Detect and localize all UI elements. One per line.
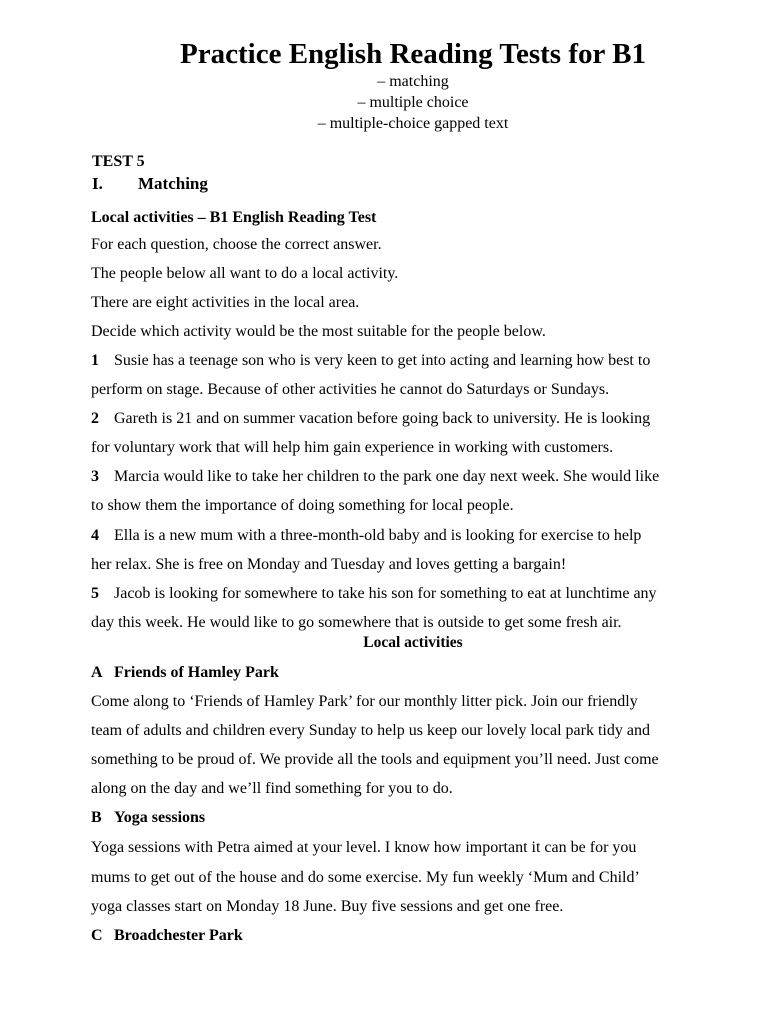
subtitle-multiple-choice: – multiple choice — [357, 94, 469, 111]
subtitle-gapped-text: – multiple-choice gapped text — [317, 115, 509, 132]
person-item — [91, 351, 650, 371]
activity-name: Broadchester Park — [114, 927, 243, 944]
instruction-line: Decide which activity would be the most suitable for the people below. — [91, 323, 546, 340]
person-text-continued: to show them the importance of doing something for local people. — [91, 497, 514, 514]
activity-title — [91, 926, 243, 946]
question-number: 1 — [91, 352, 99, 369]
person-item — [91, 467, 659, 487]
activity-text: yoga classes start on Monday 18 June. Buy five sessions and get one free. — [91, 898, 564, 915]
person-item — [91, 409, 650, 429]
question-number: 5 — [91, 585, 99, 602]
activity-title — [91, 808, 205, 828]
activity-text: something to be proud of. We provide all the tools and equipment you’ll need. Just come — [91, 751, 659, 768]
instruction-line: For each question, choose the correct answer. — [91, 236, 382, 253]
instruction-line: The people below all want to do a local activity. — [91, 265, 399, 282]
person-text: Gareth is 21 and on summer vacation before going back to university. He is looking — [114, 410, 651, 427]
activity-name: Yoga sessions — [114, 809, 206, 826]
activities-heading: Local activities — [363, 634, 463, 651]
question-number: 3 — [91, 468, 99, 485]
person-text-continued: perform on stage. Because of other activities he cannot do Saturdays or Sundays. — [91, 381, 610, 398]
activity-name: Friends of Hamley Park — [114, 664, 279, 681]
test-label: TEST 5 — [92, 153, 145, 170]
person-text-continued: for voluntary work that will help him gain experience in working with customers. — [91, 439, 614, 456]
activity-title — [91, 663, 279, 683]
subtitle-matching: – matching — [377, 73, 449, 90]
person-item — [91, 584, 657, 604]
question-number: 4 — [91, 527, 99, 544]
section-number: I. — [92, 174, 103, 193]
person-item — [91, 526, 641, 546]
person-text: Marcia would like to take her children to the park one day next week. She would like — [114, 468, 660, 485]
reading-test-heading: Local activities – B1 English Reading Test — [91, 209, 377, 226]
person-text: Ella is a new mum with a three-month-old baby and is looking for exercise to help — [114, 527, 642, 544]
activity-text: Come along to ‘Friends of Hamley Park’ for our monthly litter pick. Join our friendly — [91, 693, 638, 710]
activity-letter: B — [91, 809, 102, 826]
activity-letter: A — [91, 664, 103, 681]
question-number: 2 — [91, 410, 99, 427]
page-title: Practice English Reading Tests for B1 — [180, 38, 646, 70]
activity-letter: C — [91, 927, 103, 944]
person-text: Jacob is looking for somewhere to take his son for something to eat at lunchtime any — [114, 585, 657, 602]
person-text: Susie has a teenage son who is very keen to get into acting and learning how best to — [114, 352, 651, 369]
activity-text: Yoga sessions with Petra aimed at your level. I know how important it can be for you — [91, 839, 637, 856]
person-text-continued: her relax. She is free on Monday and Tuesday and loves getting a bargain! — [91, 556, 567, 573]
person-text-continued: day this week. He would like to go somewhere that is outside to get some fresh air. — [91, 614, 622, 631]
activity-text: along on the day and we’ll find something for you to do. — [91, 780, 453, 797]
instruction-line: There are eight activities in the local area. — [91, 294, 360, 311]
activity-text: team of adults and children every Sunday to help us keep our lovely local park tidy and — [91, 722, 650, 739]
section-title: Matching — [138, 174, 208, 193]
activity-text: mums to get out of the house and do some exercise. My fun weekly ‘Mum and Child’ — [91, 869, 640, 886]
